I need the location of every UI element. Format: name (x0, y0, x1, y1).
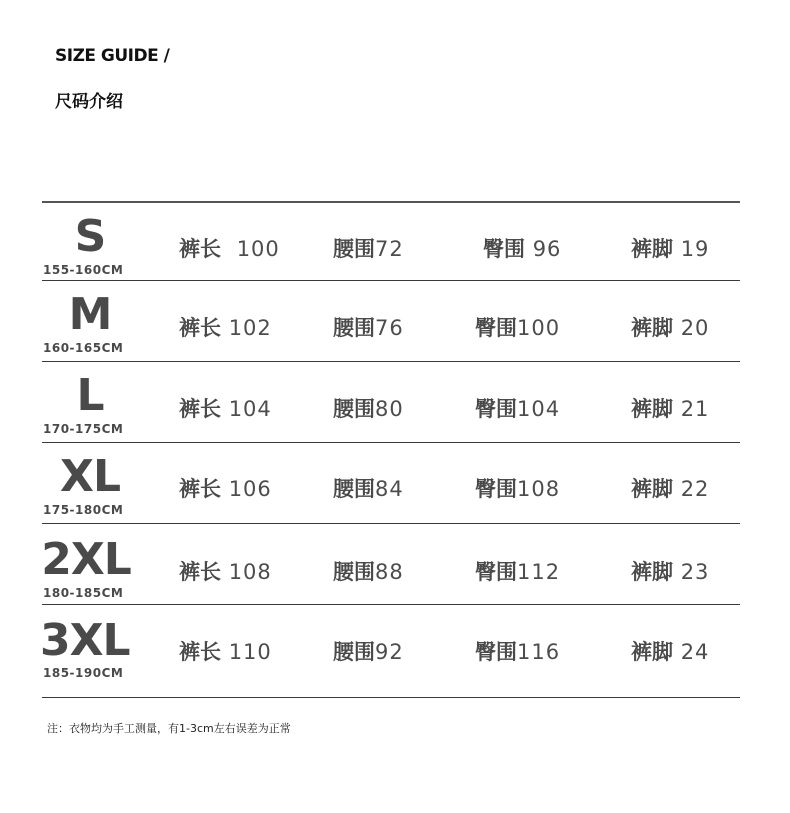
hip-cell (475, 393, 560, 423)
height-range: 160-165CM (43, 341, 124, 355)
height-range: 155-160CM (43, 263, 124, 277)
size-label: M (68, 289, 112, 340)
waist-label: 腰围 (333, 316, 375, 340)
table-bottom-rule (42, 697, 740, 698)
leg-opening-value: 20 (680, 316, 710, 340)
pants-length-cell (179, 312, 272, 342)
pants-length-value: 106 (228, 477, 272, 501)
hip-value: 104 (517, 397, 561, 421)
height-range: 185-190CM (43, 666, 124, 680)
pants-length-label: 裤长 (179, 477, 221, 501)
hip-cell (483, 233, 561, 263)
waist-value: 84 (375, 477, 404, 501)
hip-cell (475, 636, 560, 666)
leg-opening-cell (631, 473, 709, 503)
pants-length-label: 裤长 (179, 560, 221, 584)
waist-value: 80 (375, 397, 404, 421)
pants-length-value: 110 (228, 640, 272, 664)
size-row-l (42, 362, 740, 442)
leg-opening-label: 裤脚 (631, 560, 673, 584)
waist-label: 腰围 (333, 237, 375, 261)
waist-value: 88 (375, 560, 404, 584)
size-label: 2XL (41, 534, 131, 585)
waist-cell (333, 393, 404, 423)
size-label: XL (60, 451, 120, 502)
waist-value: 92 (375, 640, 404, 664)
pants-length-label: 裤长 (179, 237, 221, 261)
waist-label: 腰围 (333, 640, 375, 664)
footnote: 注：衣物均为手工测量，有1-3cm左右误差为正常 (47, 722, 291, 735)
height-range: 170-175CM (43, 422, 124, 436)
hip-value: 112 (517, 560, 561, 584)
hip-value: 96 (532, 237, 562, 261)
hip-value: 100 (517, 316, 561, 340)
waist-label: 腰围 (333, 477, 375, 501)
leg-opening-cell (631, 393, 709, 423)
hip-label: 臀围 (475, 316, 517, 340)
leg-opening-label: 裤脚 (631, 477, 673, 501)
size-label: S (74, 211, 106, 262)
page-subtitle: 尺码介绍 (55, 92, 123, 112)
hip-label: 臀围 (475, 560, 517, 584)
leg-opening-cell (631, 233, 709, 263)
pants-length-value: 102 (228, 316, 272, 340)
size-row-m (42, 281, 740, 361)
waist-cell (333, 636, 404, 666)
pants-length-label: 裤长 (179, 640, 221, 664)
leg-opening-label: 裤脚 (631, 397, 673, 421)
pants-length-value: 104 (228, 397, 272, 421)
size-label: L (76, 370, 104, 421)
leg-opening-cell (631, 556, 709, 586)
hip-label: 臀围 (483, 237, 525, 261)
waist-label: 腰围 (333, 560, 375, 584)
pants-length-value: 100 (236, 237, 280, 261)
waist-label: 腰围 (333, 397, 375, 421)
leg-opening-cell (631, 312, 709, 342)
waist-value: 76 (375, 316, 404, 340)
waist-value: 72 (375, 237, 404, 261)
height-range: 180-185CM (43, 586, 124, 600)
waist-cell (333, 556, 404, 586)
size-row-xl (42, 443, 740, 523)
leg-opening-value: 23 (680, 560, 710, 584)
waist-cell (333, 233, 404, 263)
leg-opening-label: 裤脚 (631, 237, 673, 261)
pants-length-cell (179, 556, 272, 586)
hip-value: 116 (517, 640, 561, 664)
page-title: SIZE GUIDE / (55, 46, 170, 66)
pants-length-label: 裤长 (179, 397, 221, 421)
hip-label: 臀围 (475, 397, 517, 421)
waist-cell (333, 312, 404, 342)
hip-value: 108 (517, 477, 561, 501)
hip-cell (475, 312, 560, 342)
size-label: 3XL (40, 615, 130, 666)
waist-cell (333, 473, 404, 503)
pants-length-cell (179, 473, 272, 503)
leg-opening-label: 裤脚 (631, 640, 673, 664)
hip-cell (475, 473, 560, 503)
pants-length-cell (179, 393, 272, 423)
hip-label: 臀围 (475, 640, 517, 664)
pants-length-value: 108 (228, 560, 272, 584)
leg-opening-value: 22 (680, 477, 710, 501)
pants-length-cell (179, 636, 272, 666)
hip-label: 臀围 (475, 477, 517, 501)
pants-length-label: 裤长 (179, 316, 221, 340)
leg-opening-value: 24 (680, 640, 710, 664)
size-row-2xl (42, 524, 740, 604)
size-row-3xl (42, 605, 740, 685)
size-row-s (42, 203, 740, 283)
pants-length-cell (179, 233, 280, 263)
leg-opening-cell (631, 636, 709, 666)
hip-cell (475, 556, 560, 586)
leg-opening-value: 21 (680, 397, 710, 421)
leg-opening-value: 19 (680, 237, 710, 261)
height-range: 175-180CM (43, 503, 124, 517)
leg-opening-label: 裤脚 (631, 316, 673, 340)
